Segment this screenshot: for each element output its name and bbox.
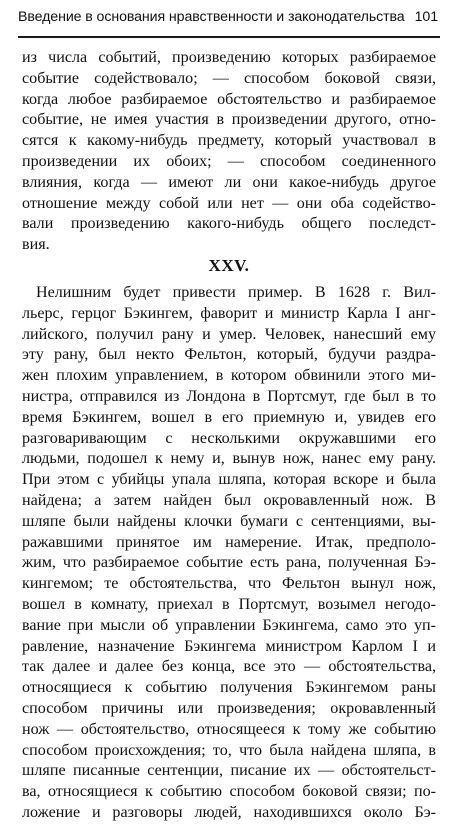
text-line: ложение и разговоры людей, находившихся около Бэ-: [22, 803, 436, 821]
text-line: вошел в комнату, приехал в Портсмут, возымел негодо-: [22, 595, 436, 613]
text-line: равление, назначение Бэкингема министром Карлом I и: [22, 637, 436, 655]
text-line: людьми, подошел к нему и, вынув нож, нанес ему рану.: [22, 450, 436, 468]
text-line: когда любое разбираемое обстоятельство и разбираемое: [22, 90, 436, 108]
text-line: лийского, получил рану и умер. Человек, нанесший ему: [22, 325, 436, 343]
paragraph-2: [22, 283, 436, 824]
text-line: жен плохим управлением, в котором обвинили этого ми-: [22, 367, 436, 385]
header-rule: [18, 36, 440, 38]
text-line: отношение между собой или нет — они оба содейство-: [22, 194, 436, 212]
text-line: событие содействовало; — способом боковой связи,: [22, 69, 436, 87]
text-line: вание при мысли об управлении Бэкингема, само это уп-: [22, 616, 436, 634]
text-line: Нелишним будет привести пример. В 1628 г. Вил-: [36, 284, 436, 301]
paragraph-1: [22, 48, 436, 256]
text-line: время Бэкингем, вошел в его приемную и, увидев его: [22, 408, 436, 426]
text-line: кингемом; те обстоятельства, что Фельтон вынул нож,: [22, 575, 436, 593]
text-line: влияния, когда — имеют ли они какое-нибудь другое: [22, 173, 436, 191]
text-line: эту рану, был некто Фельтон, который, будучи раздра-: [22, 346, 436, 364]
text-line: найдена; а затем найден был окровавленный нож. В: [22, 491, 436, 509]
text-line: При этом с убийцы упала шляпа, которая вскоре и была: [22, 471, 436, 489]
text-line: вия.: [22, 236, 50, 254]
text-line: шляпе писанные сентенции, писание их — обстоятельст-: [22, 762, 436, 780]
section-heading: XXV.: [208, 256, 250, 275]
text-line: нистра, отправился из Лондона в Портсмут, где был в то: [22, 387, 436, 405]
text-line: разговаривающим с несколькими окружавшими его: [22, 429, 436, 447]
text-line: нож — обстоятельство, относящееся к тому же событию: [22, 720, 436, 738]
text-line: событие, не имея участия в произведении другого, отно-: [22, 111, 436, 129]
text-line: из числа событий, произведению которых разбираемое: [22, 49, 436, 66]
text-line: сятся к какому-нибудь предмету, который участвовал в: [22, 132, 436, 150]
running-header: [18, 9, 438, 25]
text-line: льерс, герцог Бэкингем, фаворит и министр Карла I анг-: [22, 304, 436, 322]
page-number: 101: [414, 9, 438, 25]
text-line: вали произведению какого-нибудь общего последст-: [22, 215, 436, 233]
text-line: так далее и далее без конца, все это — обстоятельства,: [22, 658, 436, 676]
text-line: ражавшими принятое им намерение. Итак, предполо-: [22, 533, 436, 551]
running-header-title: Введение в основания нравственности и законодательства: [18, 9, 405, 25]
text-line: шляпе были найдены клочки бумаги с сентенциями, вы-: [22, 512, 436, 530]
text-line: способом происхождения; то, что была найдена шляпа, в: [22, 741, 436, 759]
text-line: произведении их обоих; — способом соединенного: [22, 152, 436, 170]
text-line: жим, что разбираемое событие есть рана, полученная Бэ-: [22, 554, 436, 572]
text-line: способом причины или произведения; окровавленный: [22, 699, 436, 717]
text-line: относящиеся к событию получения Бэкингемом раны: [22, 679, 436, 697]
text-line: ва, относящиеся к событию способом боковой связи; по-: [22, 783, 436, 801]
